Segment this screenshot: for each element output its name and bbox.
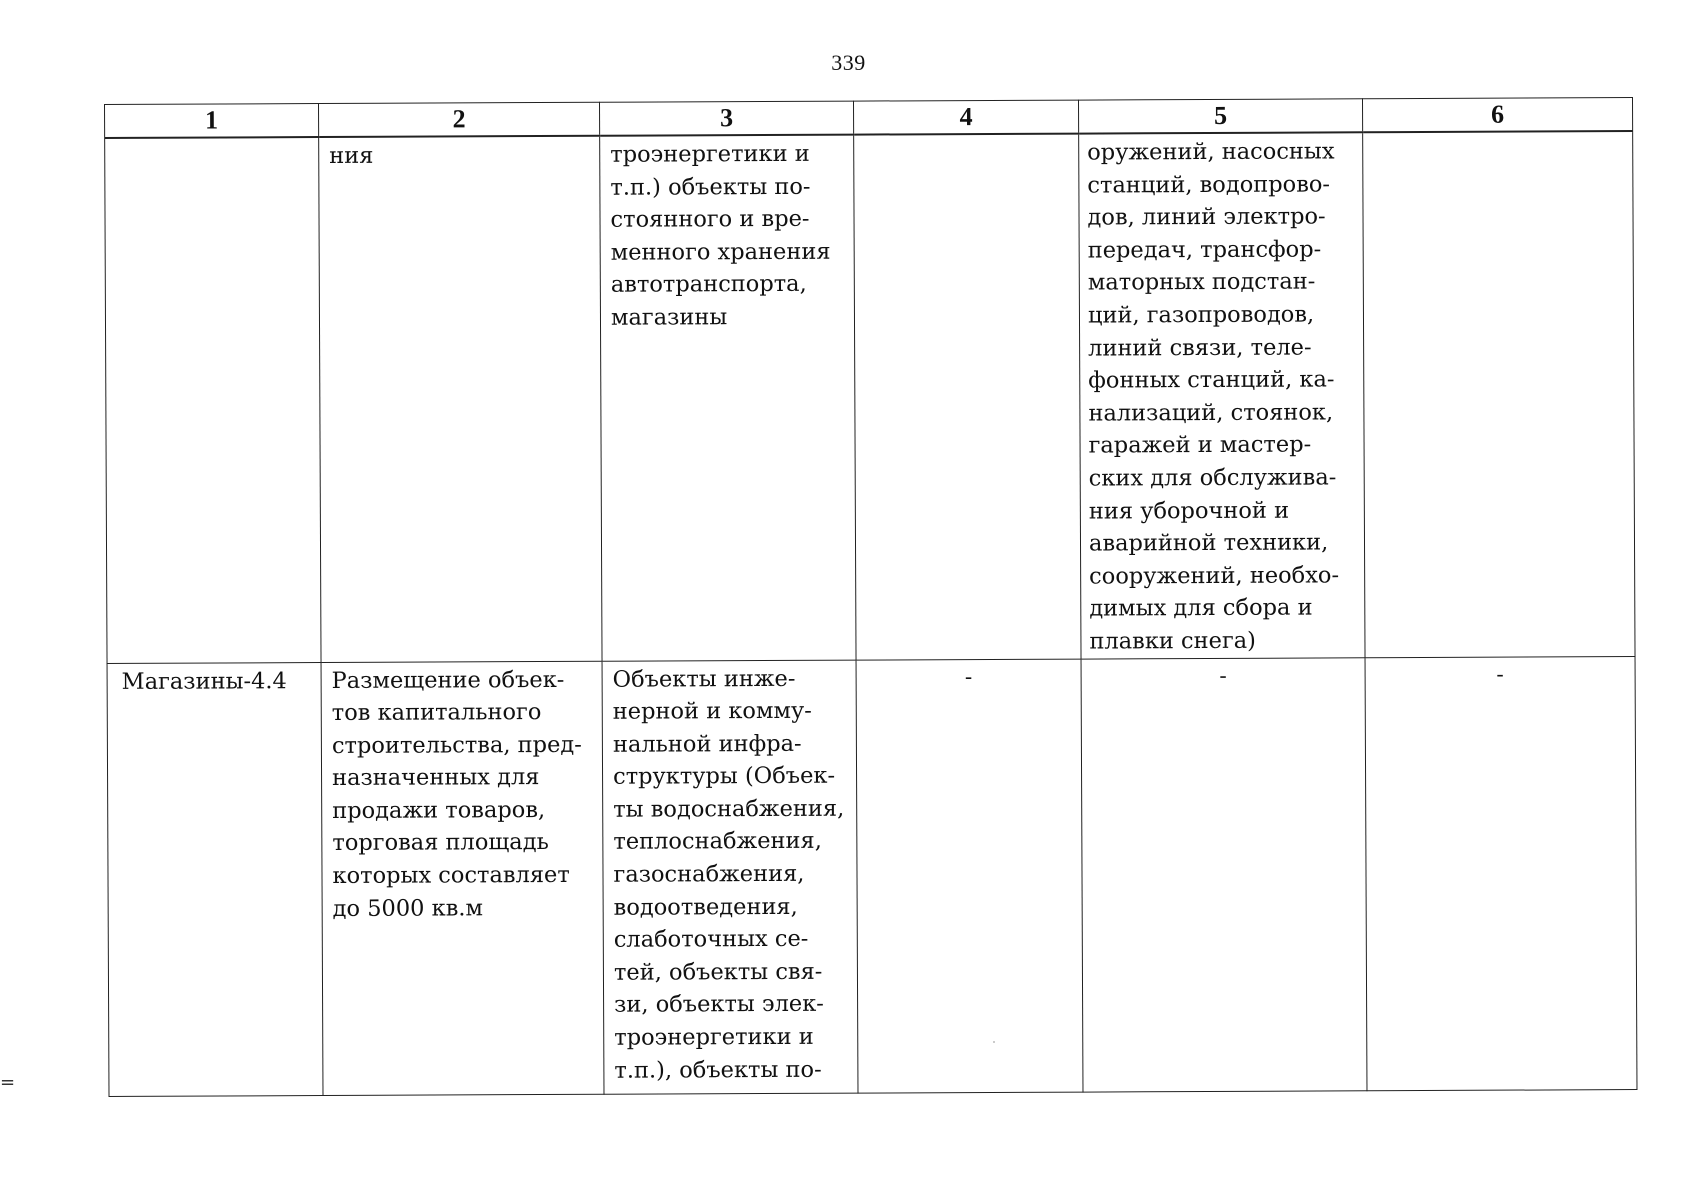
column-header-5: 5: [1078, 99, 1362, 134]
column-header-3: 3: [599, 101, 853, 136]
margin-mark: =: [0, 1072, 16, 1093]
column-header-6: 6: [1362, 98, 1632, 133]
table-cell: [1081, 657, 1367, 1091]
column-header-1: 1: [105, 104, 319, 138]
cell-dash: -: [964, 664, 973, 690]
column-header-4: 4: [853, 100, 1078, 135]
cell-dash: -: [1219, 663, 1227, 689]
cell-text: [1363, 132, 1632, 135]
table-cell: [1363, 131, 1635, 657]
table-cell: [602, 660, 858, 1094]
cell-text: Объекты инже- нерной и комму- нальной инфра- структуры (Объек- ты водоснабжения, теплоснабжения, газоснабжения, водоотведения, слаботочных се- тей, объекты свя- зи, объекты элек- троэнергетики и т.п.), объекты по-: [612, 665, 845, 1084]
scan-speck: [993, 1041, 995, 1043]
table-cell: [107, 662, 323, 1096]
cell-text: ния: [329, 142, 374, 169]
land-use-table: [104, 97, 1637, 1096]
table-cell: [1079, 132, 1365, 658]
cell-text: [105, 138, 318, 141]
table-cell: [854, 134, 1081, 660]
table-cell: [856, 659, 1083, 1093]
table-cell: [321, 661, 604, 1095]
table-cell: [600, 135, 856, 661]
cell-text: Магазины-4.4: [121, 667, 287, 695]
table-container: [104, 97, 1636, 1092]
table-cell: [105, 137, 321, 663]
cell-text: Размещение объек- тов капитального строительства, пред- назначенных для продажи товаров, торговая площадь которых составляет до 5000 кв.м: [331, 666, 582, 922]
table-cell: [1365, 656, 1637, 1090]
cell-dash: -: [1496, 662, 1504, 688]
cell-text: оружений, насосных станций, водопрово- дов, линий электро- передач, трансфор- маторных подстан- ций, газопроводов, линий связи, теле- фонных станций, ка- нализаций, стоянок, гаражей и мастер- ских для обслужива- ния уборочной и аварийной техники, сооружений, необхо- димых для сбора и плавки снега): [1087, 138, 1340, 655]
cell-text: [854, 135, 1078, 138]
cell-text: троэнергетики и т.п.) объекты по- стоянного и вре- менного хранения автотранспорта, магазины: [610, 140, 831, 331]
column-header-2: 2: [319, 102, 600, 137]
page-number: 339: [831, 50, 866, 75]
table-row-shops: [107, 656, 1637, 1096]
table-row-continuation: [105, 131, 1635, 663]
table-cell: [319, 136, 602, 662]
